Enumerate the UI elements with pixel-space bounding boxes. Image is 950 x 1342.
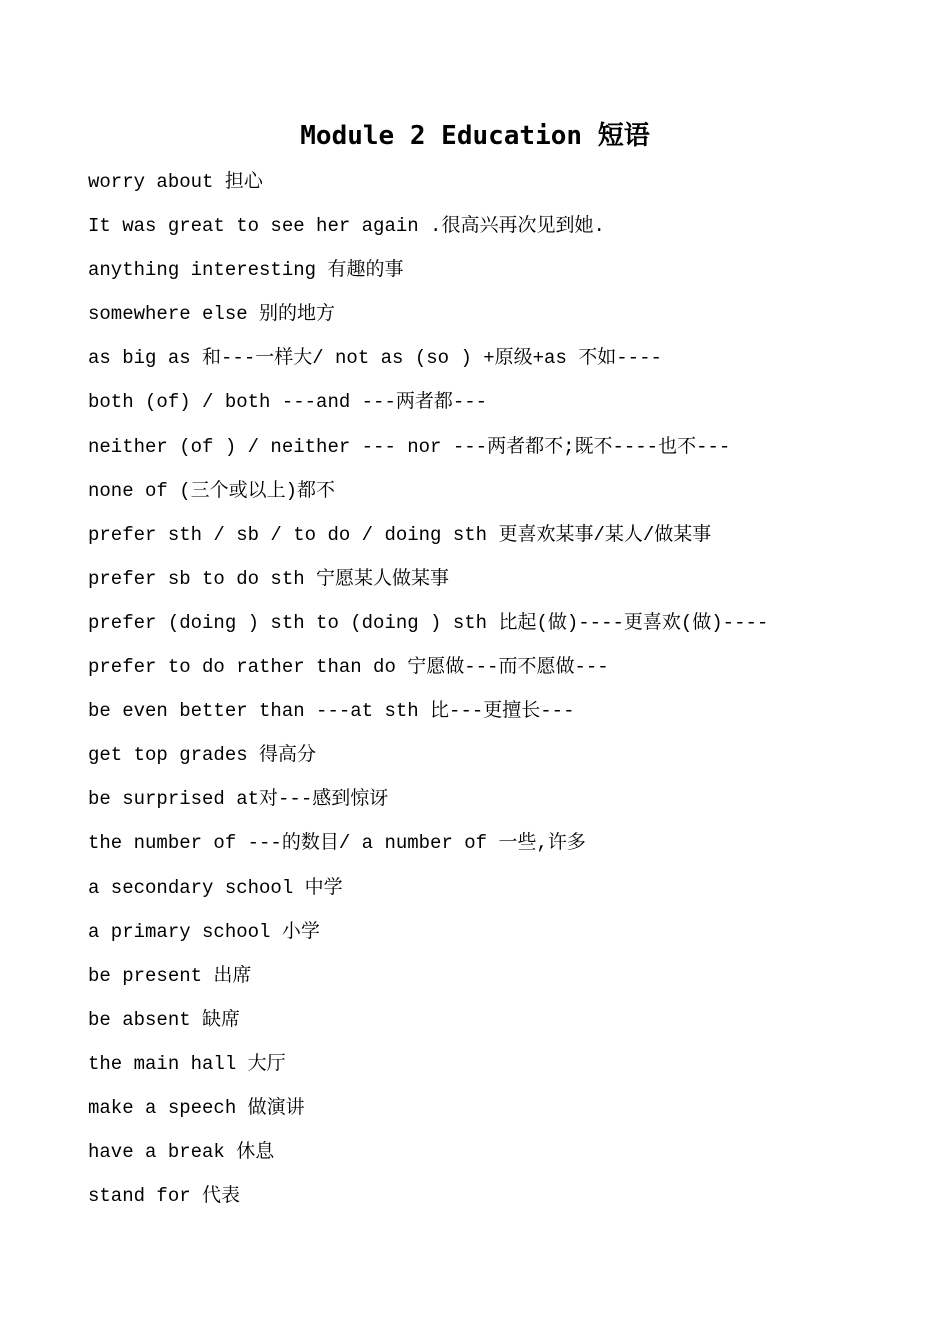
- phrase-list: [88, 166, 908, 1224]
- phrase-line: none of (三个或以上)都不: [88, 479, 336, 502]
- phrase-line: a secondary school 中学: [88, 876, 343, 899]
- page-title: Module 2 Education 短语: [300, 121, 650, 151]
- phrase-line: make a speech 做演讲: [88, 1096, 305, 1119]
- phrase-line: prefer (doing ) sth to (doing ) sth 比起(做)----更喜欢(做)----: [88, 611, 769, 634]
- phrase-line: as big as 和---一样大/ not as (so ) +原级+as 不如----: [88, 347, 662, 370]
- phrase-line: be absent 缺席: [88, 1008, 241, 1031]
- phrase-line: be surprised at对---感到惊讶: [88, 788, 389, 811]
- phrase-line: the main hall 大厅: [88, 1052, 286, 1075]
- phrase-line: neither (of ) / neither --- nor ---两者都不;既不----也不---: [88, 435, 731, 458]
- phrase-line: be even better than ---at sth 比---更擅长---: [88, 700, 575, 723]
- phrase-line: prefer sth / sb / to do / doing sth 更喜欢某事/某人/做某事: [88, 523, 712, 546]
- phrase-line: prefer to do rather than do 宁愿做---而不愿做---: [88, 656, 609, 679]
- phrase-line: a primary school 小学: [88, 920, 320, 943]
- phrase-line: have a break 休息: [88, 1141, 275, 1164]
- phrase-line: stand for 代表: [88, 1185, 241, 1208]
- phrase-line: both (of) / both ---and ---两者都---: [88, 391, 488, 414]
- phrase-line: prefer sb to do sth 宁愿某人做某事: [88, 567, 450, 590]
- phrase-line: anything interesting 有趣的事: [88, 259, 404, 282]
- phrase-line: It was great to see her again .很高兴再次见到她.: [88, 215, 605, 238]
- phrase-line: somewhere else 别的地方: [88, 303, 336, 326]
- phrase-line: get top grades 得高分: [88, 744, 317, 767]
- phrase-line: the number of ---的数目/ a number of 一些,许多: [88, 832, 586, 855]
- phrase-line: worry about 担心: [88, 171, 263, 193]
- phrase-line: be present 出席: [88, 964, 252, 987]
